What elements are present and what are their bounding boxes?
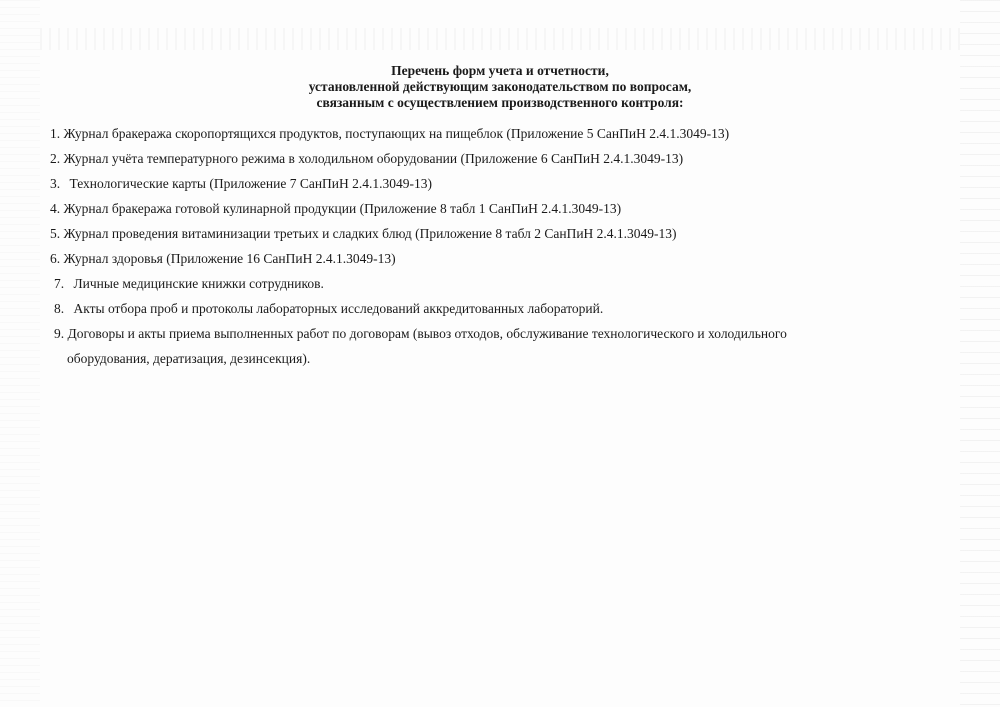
list-item-number: 9. — [54, 326, 65, 341]
list-item-text: Акты отбора проб и протоколы лабораторных исследований аккредитованных лабораторий. — [73, 301, 604, 316]
list-item-1 — [50, 126, 729, 142]
list-item-number: 5. — [50, 226, 61, 241]
list-item-5 — [50, 226, 677, 242]
list-item-3 — [50, 176, 432, 192]
list-item-text: Технологические карты (Приложение 7 СанПиН 2.4.1.3049-13) — [69, 176, 433, 191]
list-item-4 — [50, 201, 621, 217]
list-item-number: 7. — [54, 276, 65, 291]
list-item-2 — [50, 151, 683, 167]
heading-line-1: Перечень форм учета и отчетности, — [391, 63, 609, 78]
list-item-number: 6. — [50, 251, 61, 266]
document-heading — [0, 63, 1000, 111]
list-item-text: Журнал учёта температурного режима в холодильном оборудовании (Приложение 6 СанПиН 2.4.1.3049-13) — [63, 151, 684, 166]
list-item-8 — [54, 301, 603, 317]
scan-artifact-top — [40, 28, 960, 50]
list-item-9-continuation: оборудования, дератизация, дезинсекция). — [67, 351, 311, 366]
list-item-text: Журнал бракеража готовой кулинарной продукции (Приложение 8 табл 1 СанПиН 2.4.1.3049-13) — [63, 201, 622, 216]
list-item-9 — [54, 326, 787, 342]
list-item-number: 4. — [50, 201, 61, 216]
list-item-text: Договоры и акты приема выполненных работ по договорам (вывоз отходов, обслуживание технологического и холодильного — [67, 326, 787, 341]
heading-line-3: связанным с осуществлением производственного контроля: — [316, 95, 684, 110]
list-item-text: Журнал проведения витаминизации третьих и сладких блюд (Приложение 8 табл 2 СанПиН 2.4.1.3049-13) — [63, 226, 677, 241]
list-item-number: 8. — [54, 301, 65, 316]
list-item-text: Журнал бракеража скоропортящихся продуктов, поступающих на пищеблок (Приложение 5 СанПиН 2.4.1.3049-13) — [63, 126, 730, 141]
list-item-6 — [50, 251, 396, 267]
list-item-7 — [54, 276, 324, 292]
list-item-number: 2. — [50, 151, 61, 166]
list-item-text: Личные медицинские книжки сотрудников. — [73, 276, 324, 291]
heading-line-2: установленной действующим законодательством по вопросам, — [308, 79, 692, 94]
list-item-number: 3. — [50, 176, 61, 191]
list-item-number: 1. — [50, 126, 61, 141]
list-item-text: Журнал здоровья (Приложение 16 СанПиН 2.4.1.3049-13) — [63, 251, 396, 266]
